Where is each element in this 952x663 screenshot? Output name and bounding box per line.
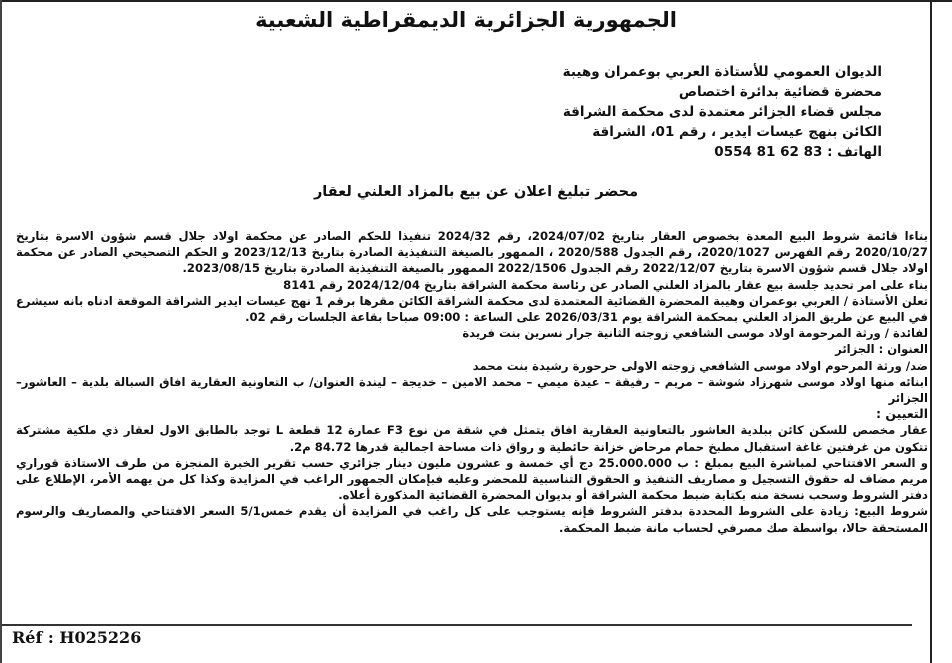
header-address: الكائن بنهج عيسات ايدير ، رقم 01، الشراقة <box>592 124 882 140</box>
left-border <box>0 0 2 663</box>
paragraph-beneficiary: لفائدة / ورثة المرحومة اولاد موسى الشافعي زوجته الثانية جرار نسرين بنت فريدة <box>462 326 928 341</box>
right-border <box>930 0 932 663</box>
notice-body <box>16 228 928 536</box>
header-office-name: الديوان العمومي للأستاذة العربي بوعمران وهيبة <box>562 64 882 80</box>
paragraph-announcement: تعلن الأستاذة / العربي بوعمران وهيبة المحضرة القضائية المعتمدة لدى محكمة الشراقة الكائن مقرها برقم 1 نهج عيسات ايدير الشراقة الموقعة ادناه بانه سيشرع في البيع عن طريق المزاد العلني بمحكمة الشراقة يوم 2026/03/31 على الساعة : 09:00 صباحا بقاعة الجلسات رقم 02. <box>16 293 929 325</box>
reference-number: Réf : H025226 <box>6 628 147 647</box>
republic-title: الجمهورية الجزائرية الديمقراطية الشعبية <box>255 8 677 32</box>
paragraph-price: و السعر الافتتاحي لمباشرة البيع بمبلغ : ب 25.000.000 دج أي خمسة و عشرون مليون دينار جزائري حسب تقرير الخبرة المنجزة من طرف الاستاذة قوراري مريم مضاف له حقوق التسجيل و مصاريف التنفيذ و الحقوق التناسبية للمحضر وعليه فبإمكان الجمهور الراغب في المزايدة وكذا كل من يهمه الأمر، الإطلاع على دفتر الشروط وسحب نسخة منه بكتابة ضبط محكمة الشراقة أو بديوان المحضرة القضائية المذكورة أعلاه. <box>16 455 928 503</box>
top-border <box>0 0 952 2</box>
paragraph-property: عقار مخصص للسكن كائن ببلدية العاشور بالتعاونية العقارية افاق يتمثل في شقة من نوع F3 عمارة 12 قطعة L توجد بالطابق الاول لعقار ذي ملكية مشتركة تتكون من غرفتين غاغة استقبال مطبخ حمام مرحاض خزانة حائطية و رواق ذات مساحة اجمالية قدرها 84.72 م2. <box>16 423 928 454</box>
header-court: مجلس قضاء الجزائر معتمدة لدى محكمة الشراقة <box>562 104 882 120</box>
paragraph-order: بناء على امر تحديد جلسة بيع عقار بالمزاد العلني الصادر عن رئاسة محكمة الشراقة بتاريخ 2024/12/04 رقم 8141 <box>283 277 928 292</box>
header-jurisdiction: محضرة قضائية بدائرة اختصاص <box>678 84 882 100</box>
paragraph-against: ضد/ ورثة المرحوم اولاد موسى الشافعي زوجته الاولى حرحورة رشيدة بنت محمد <box>472 358 928 373</box>
paragraph-basis: بناءا قائمة شروط البيع المعدة بخصوص العقار بتاريخ 2024/07/02، رقم 2024/32 تنفيذا للحكم الصادر عن محكمة اولاد جلال قسم شؤون الاسرة بتاريخ 2020/10/27 رقم الفهرس 2020/1027، رقم الجدول 2020/588 ، الممهور بالصيغة التنفيذية الصادرة بتاريخ 2023/12/13 و الحكم التصحيحي الصادر عن محكمة اولاد جلال قسم شؤون الاسرة بتاريخ 2022/12/07 رقم الجدول 2022/1506 الممهور بالصيغة التنفيذية الصادرة بتاريخ 2023/08/15. <box>16 229 928 276</box>
paragraph-designation-heading: التعيين : <box>876 406 928 422</box>
reference-rule <box>2 624 912 626</box>
paragraph-conditions: شروط البيع: زيادة على الشروط المحددة بدفتر الشروط فإنه يستوجب على كل راغب في المزايدة أن يقدم خمس5/1 السعر الافتتاحي والمصاريف والرسوم المستحقة حالا، بواسطة صك مصرفي لحساب مانة ضبط المحكمة. <box>16 504 928 535</box>
header-phone: الهاتف : 83 62 81 0554 <box>714 144 882 160</box>
paragraph-heirs: ابنائه منها اولاد موسى شهرزاد شوشة – مريم – رفيقة – عيدة ميمي – محمد الامين – خديجة – ليندة العنوان/ ب التعاونية العقارية افاق السبالة بلدية – العاشور– الجزائر <box>16 374 928 406</box>
document-title: محضر تبليغ اعلان عن بيع بالمزاد العلني لعقار <box>313 184 639 200</box>
bailiff-header <box>182 62 882 162</box>
paragraph-beneficiary-address: العنوان : الجزائر <box>835 342 928 357</box>
